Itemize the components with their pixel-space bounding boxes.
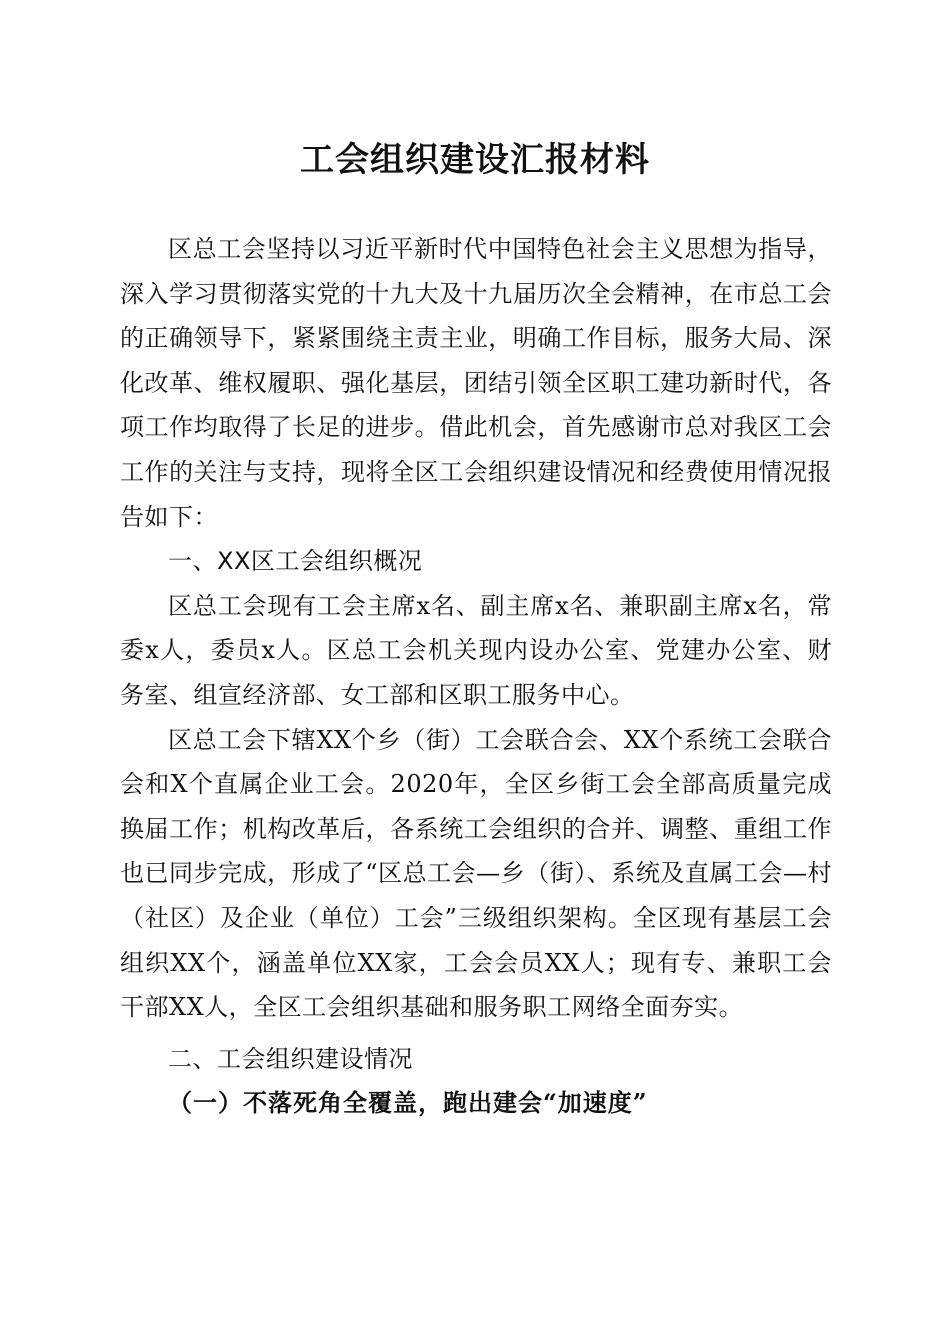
intro-paragraph: 区总工会坚持以习近平新时代中国特色社会主义思想为指导，深入学习贯彻落实党的十九大及十九届历次全会精神，在市总工会的正确领导下，紧紧围绕主责主业，明确工作目标，服务大局、深化改革、维权履职、强化基层，团结引领全区职工建功新时代，各项工作均取得了长足的进步。借此机会，首先感谢市总对我区工会工作的关注与支持，现将全区工会组织建设情况和经费使用情况报告如下： <box>120 235 832 531</box>
section-1-heading: 一、XX区工会组织概况 <box>168 547 423 576</box>
section-2-heading: 二、工会组织建设情况 <box>168 1044 413 1073</box>
section-2-subheading: （一）不落死角全覆盖，跑出建会“加速度” <box>168 1088 648 1118</box>
document-title: 工会组织建设汇报材料 <box>300 140 650 180</box>
document-body <box>120 227 832 1126</box>
section-1-paragraph-1: 区总工会现有工会主席x名、副主席x名、兼职副主席x名，常委x人，委员x人。区总工会机关现内设办公室、党建办公室、财务室、组宣经济部、女工部和区职工服务中心。 <box>120 591 832 709</box>
section-1-paragraph-2: 区总工会下辖XX个乡（街）工会联合会、XX个系统工会联合会和X个直属企业工会。2020年，全区乡街工会全部高质量完成换届工作；机构改革后，各系统工会组织的合并、调整、重组工作也已同步完成，形成了“区总工会—乡（街）、系统及直属工会—村（社区）及企业（单位）工会”三级组织架构。全区现有基层工会组织XX个，涵盖单位XX家，工会会员XX人；现有专、兼职工会干部XX人，全区工会组织基础和服务职工网络全面夯实。 <box>120 725 832 1022</box>
